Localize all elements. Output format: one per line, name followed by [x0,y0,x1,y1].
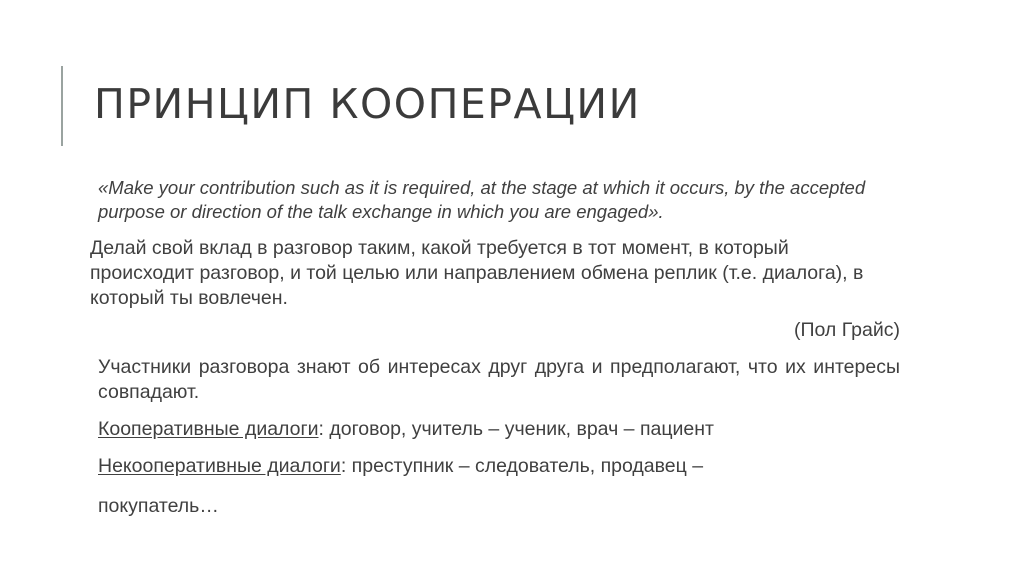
cooperative-dialogues-examples: : договор, учитель – ученик, врач – пациент [318,418,714,440]
interests-paragraph: Участники разговора знают об интересах друг друга и предполагают, что их интересы совпадают. [98,356,900,403]
cooperative-dialogues-line [98,417,714,442]
non-cooperative-continuation: покупатель… [98,495,219,517]
non-cooperative-dialogues-examples: : преступник – следователь, продавец – [340,455,704,477]
quote-author: (Пол Грайс) [793,319,900,341]
cooperative-dialogues-term: Кооперативные диалоги [98,418,319,440]
slide-title: ПРИНЦИП КООПЕРАЦИИ [94,80,641,128]
grice-quote: «Make your contribution such as it is required, at the stage at which it occurs, by the accepted purpose or direction of the talk exchange in which you are engaged». [98,177,866,222]
non-cooperative-dialogues-term: Некооперативные диалоги [98,455,341,477]
non-cooperative-dialogues-line [98,454,703,479]
quote-translation: Делай свой вклад в разговор таким, какой требуется в тот момент, в который происходит разговор, и той целью или направлением обмена реплик (т.е. диалога), в который ты вовлечен. [90,237,864,309]
title-accent-bar [61,66,63,146]
